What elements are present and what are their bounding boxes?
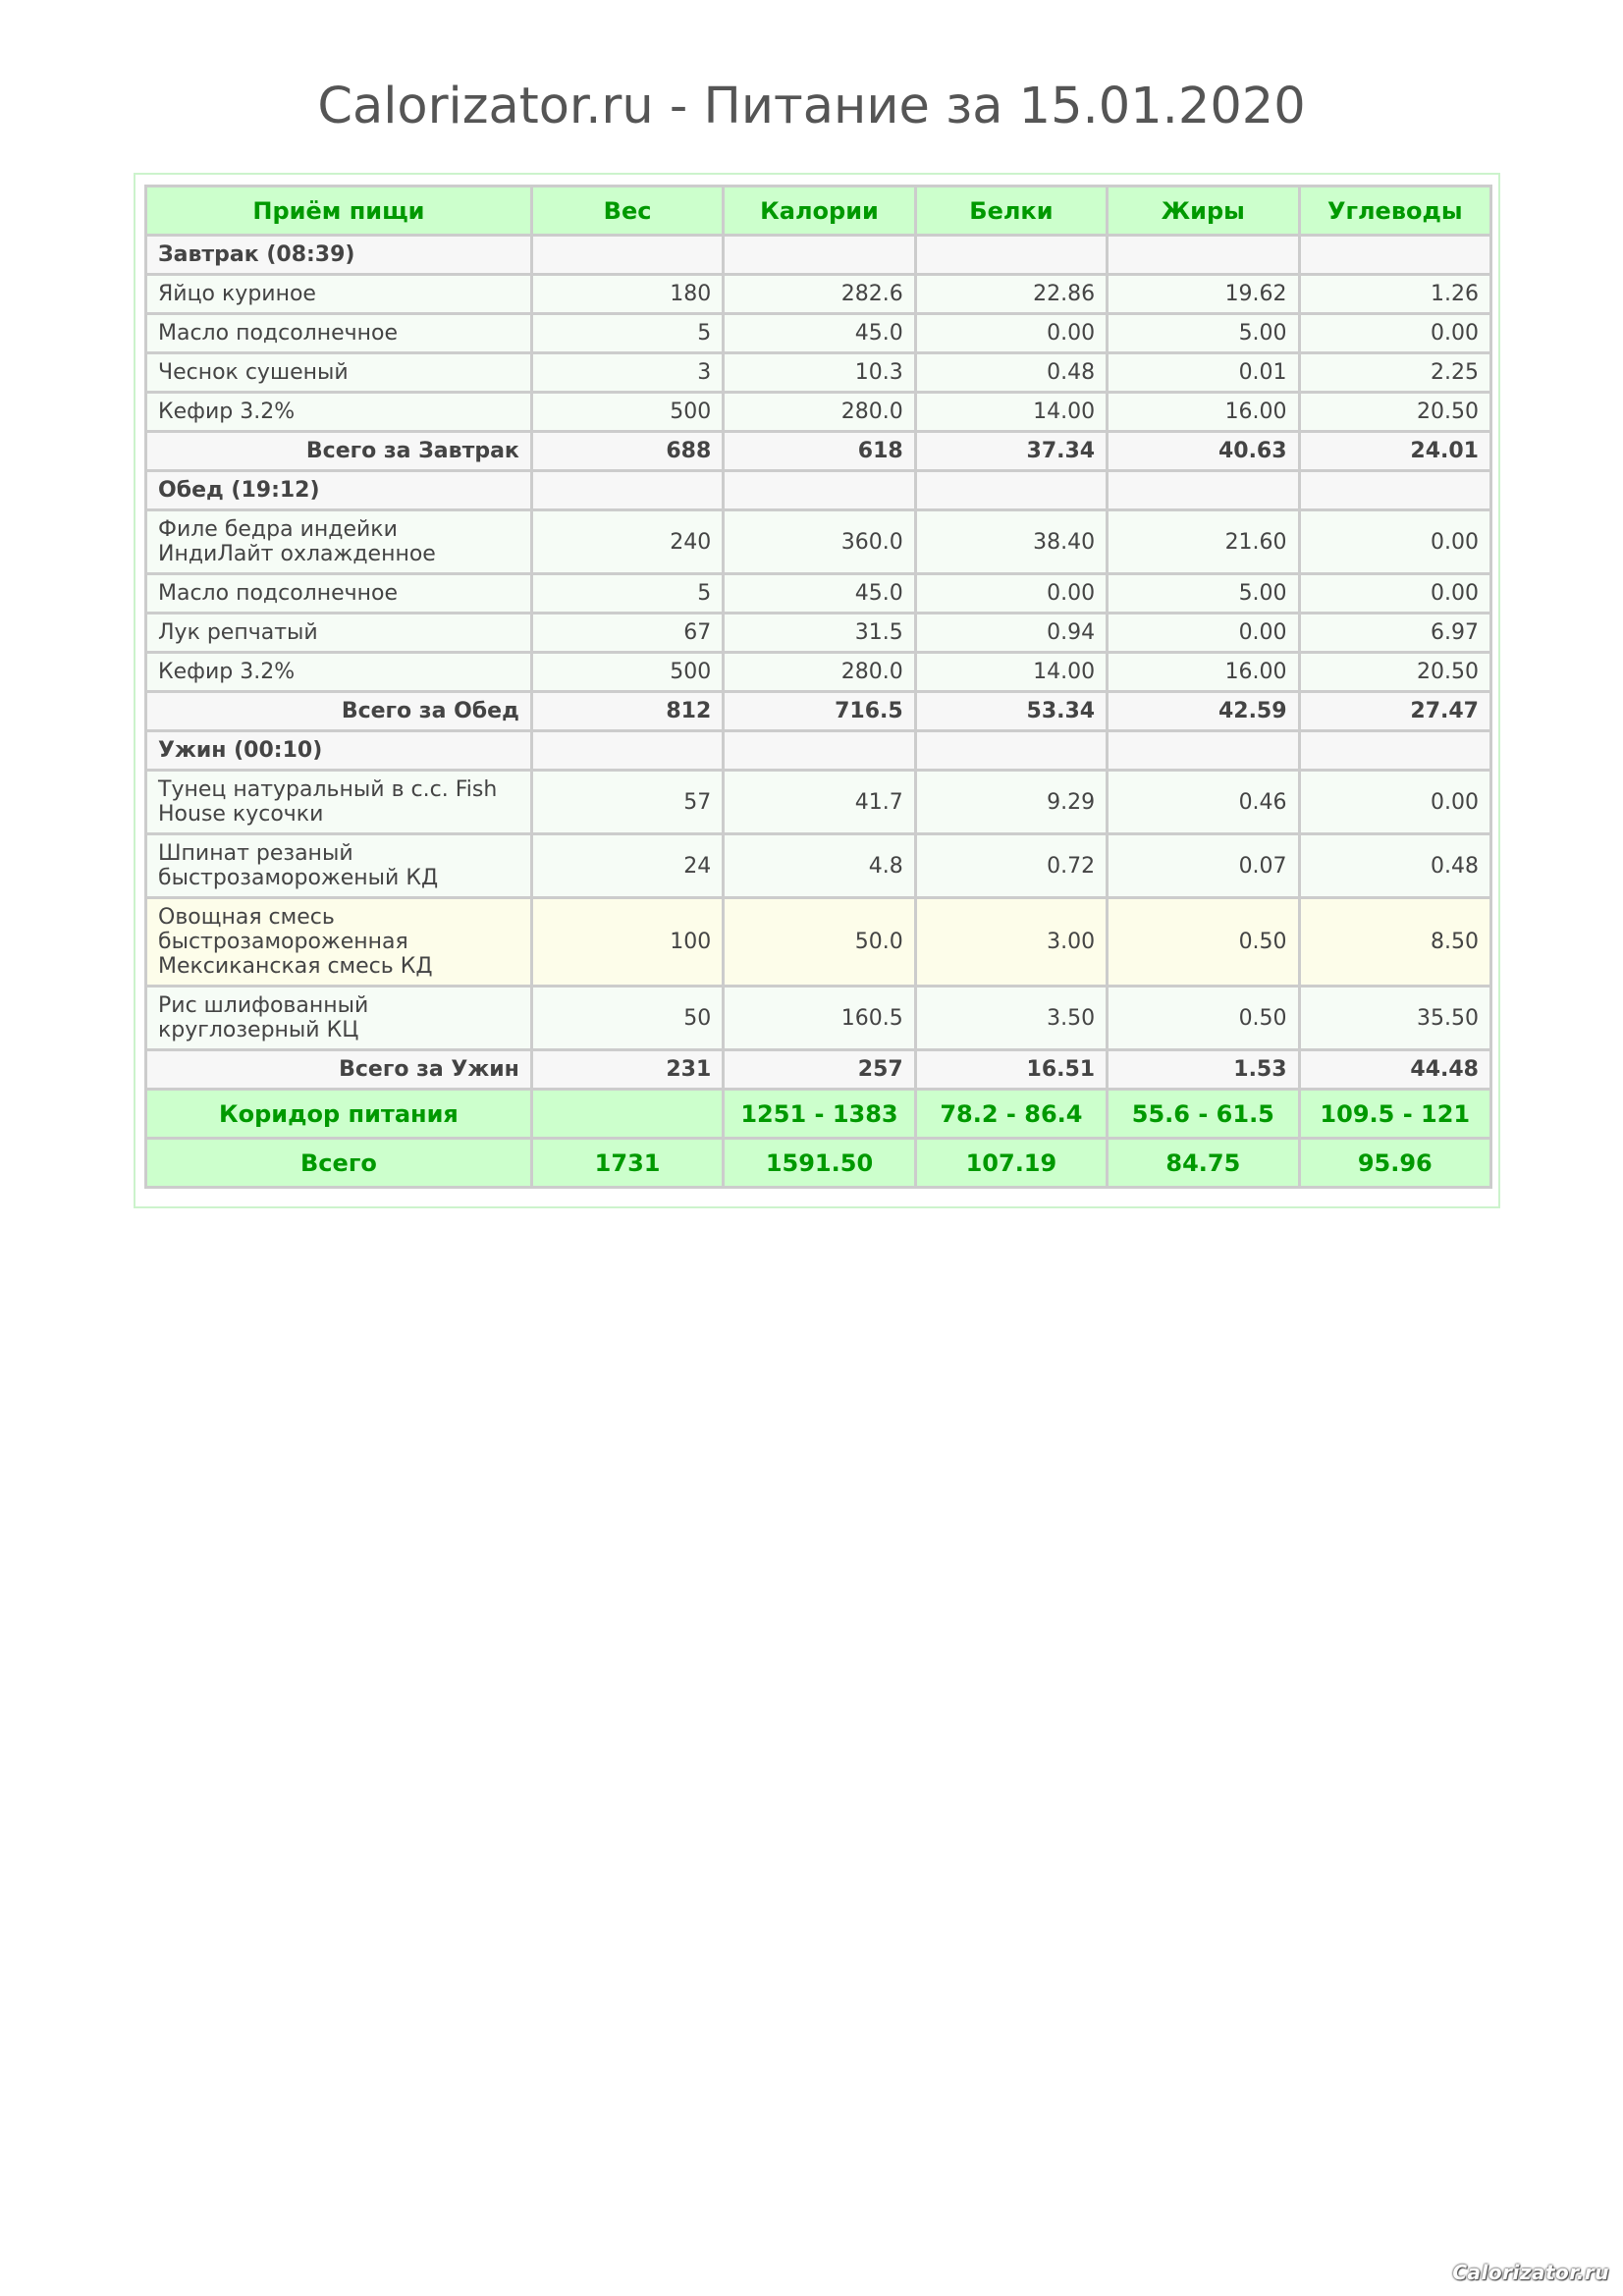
total-weight: 1731 xyxy=(531,1139,723,1188)
food-name: Кефир 3.2% xyxy=(146,653,532,692)
food-proteins: 3.50 xyxy=(915,987,1107,1050)
food-carbs: 8.50 xyxy=(1299,898,1490,987)
meal-row-breakfast xyxy=(146,236,1491,275)
total-proteins: 107.19 xyxy=(915,1139,1107,1188)
food-name: Шпинат резаный быстрозамороженый КД xyxy=(146,834,532,898)
food-fats: 0.01 xyxy=(1108,353,1299,393)
meal-name: Завтрак (08:39) xyxy=(146,236,532,275)
total-carbs: 95.96 xyxy=(1299,1139,1490,1188)
header-carbs: Углеводы xyxy=(1299,187,1490,236)
food-proteins: 22.86 xyxy=(915,275,1107,314)
corridor-calories: 1251 - 1383 xyxy=(724,1090,915,1139)
food-calories: 41.7 xyxy=(724,771,915,834)
meal-name: Ужин (00:10) xyxy=(146,731,532,771)
food-fats: 19.62 xyxy=(1108,275,1299,314)
food-weight: 24 xyxy=(531,834,723,898)
subtotal-carbs: 24.01 xyxy=(1299,432,1490,471)
food-carbs: 2.25 xyxy=(1299,353,1490,393)
food-carbs: 0.48 xyxy=(1299,834,1490,898)
table-header-row xyxy=(146,187,1491,236)
food-fats: 16.00 xyxy=(1108,393,1299,432)
subtotal-weight: 231 xyxy=(531,1050,723,1090)
food-carbs: 0.00 xyxy=(1299,574,1490,614)
subtotal-fats: 42.59 xyxy=(1108,692,1299,731)
meal-row-lunch xyxy=(146,471,1491,510)
page-title: Calorizator.ru - Питание за 15.01.2020 xyxy=(317,78,1306,135)
food-proteins: 14.00 xyxy=(915,653,1107,692)
total-label: Всего xyxy=(146,1139,532,1188)
food-weight: 500 xyxy=(531,653,723,692)
food-weight: 500 xyxy=(531,393,723,432)
food-weight: 5 xyxy=(531,314,723,353)
table-row xyxy=(146,614,1491,653)
table-row xyxy=(146,653,1491,692)
food-fats: 0.50 xyxy=(1108,987,1299,1050)
food-weight: 100 xyxy=(531,898,723,987)
food-calories: 31.5 xyxy=(724,614,915,653)
food-proteins: 38.40 xyxy=(915,510,1107,574)
food-fats: 0.00 xyxy=(1108,614,1299,653)
food-fats: 21.60 xyxy=(1108,510,1299,574)
food-name: Чеснок сушеный xyxy=(146,353,532,393)
subtotal-calories: 618 xyxy=(724,432,915,471)
food-fats: 5.00 xyxy=(1108,314,1299,353)
subtotal-label: Всего за Завтрак xyxy=(146,432,532,471)
food-name: Филе бедра индейки ИндиЛайт охлажденное xyxy=(146,510,532,574)
table-row xyxy=(146,574,1491,614)
food-name: Лук репчатый xyxy=(146,614,532,653)
food-carbs: 0.00 xyxy=(1299,314,1490,353)
subtotal-weight: 812 xyxy=(531,692,723,731)
food-calories: 50.0 xyxy=(724,898,915,987)
food-weight: 57 xyxy=(531,771,723,834)
corridor-proteins: 78.2 - 86.4 xyxy=(915,1090,1107,1139)
table-row xyxy=(146,393,1491,432)
corridor-row xyxy=(146,1090,1491,1139)
watermark-logo: Calorizator.ru xyxy=(1452,2261,1609,2284)
nutrition-table xyxy=(144,185,1492,1189)
food-calories: 45.0 xyxy=(724,314,915,353)
food-proteins: 0.00 xyxy=(915,314,1107,353)
header-meal: Приём пищи xyxy=(146,187,532,236)
food-weight: 240 xyxy=(531,510,723,574)
total-calories: 1591.50 xyxy=(724,1139,915,1188)
header-fats: Жиры xyxy=(1108,187,1299,236)
food-calories: 360.0 xyxy=(724,510,915,574)
subtotal-weight: 688 xyxy=(531,432,723,471)
food-proteins: 9.29 xyxy=(915,771,1107,834)
food-name: Тунец натуральный в с.с. Fish House кусочки xyxy=(146,771,532,834)
food-calories: 282.6 xyxy=(724,275,915,314)
food-fats: 0.46 xyxy=(1108,771,1299,834)
food-calories: 160.5 xyxy=(724,987,915,1050)
header-calories: Калории xyxy=(724,187,915,236)
food-weight: 67 xyxy=(531,614,723,653)
food-carbs: 35.50 xyxy=(1299,987,1490,1050)
food-name: Масло подсолнечное xyxy=(146,574,532,614)
food-calories: 4.8 xyxy=(724,834,915,898)
meal-row-dinner xyxy=(146,731,1491,771)
food-name: Овощная смесь быстрозамороженная Мексиканская смесь КД xyxy=(146,898,532,987)
food-proteins: 0.72 xyxy=(915,834,1107,898)
food-carbs: 20.50 xyxy=(1299,393,1490,432)
subtotal-label: Всего за Обед xyxy=(146,692,532,731)
corridor-weight xyxy=(531,1090,723,1139)
food-weight: 3 xyxy=(531,353,723,393)
food-carbs: 0.00 xyxy=(1299,771,1490,834)
header-weight: Вес xyxy=(531,187,723,236)
header-proteins: Белки xyxy=(915,187,1107,236)
food-name: Масло подсолнечное xyxy=(146,314,532,353)
corridor-carbs: 109.5 - 121 xyxy=(1299,1090,1490,1139)
food-proteins: 0.00 xyxy=(915,574,1107,614)
food-weight: 180 xyxy=(531,275,723,314)
subtotal-calories: 716.5 xyxy=(724,692,915,731)
subtotal-fats: 1.53 xyxy=(1108,1050,1299,1090)
table-row xyxy=(146,510,1491,574)
food-name: Кефир 3.2% xyxy=(146,393,532,432)
food-proteins: 14.00 xyxy=(915,393,1107,432)
subtotal-carbs: 44.48 xyxy=(1299,1050,1490,1090)
food-fats: 0.50 xyxy=(1108,898,1299,987)
total-fats: 84.75 xyxy=(1108,1139,1299,1188)
food-name: Рис шлифованный круглозерный КЦ xyxy=(146,987,532,1050)
nutrition-table-frame xyxy=(134,173,1500,1208)
table-row xyxy=(146,898,1491,987)
meal-name: Обед (19:12) xyxy=(146,471,532,510)
food-fats: 16.00 xyxy=(1108,653,1299,692)
food-carbs: 1.26 xyxy=(1299,275,1490,314)
subtotal-calories: 257 xyxy=(724,1050,915,1090)
food-calories: 10.3 xyxy=(724,353,915,393)
subtotal-row-dinner xyxy=(146,1050,1491,1090)
subtotal-fats: 40.63 xyxy=(1108,432,1299,471)
subtotal-proteins: 53.34 xyxy=(915,692,1107,731)
food-carbs: 20.50 xyxy=(1299,653,1490,692)
subtotal-label: Всего за Ужин xyxy=(146,1050,532,1090)
food-carbs: 0.00 xyxy=(1299,510,1490,574)
table-row xyxy=(146,314,1491,353)
corridor-fats: 55.6 - 61.5 xyxy=(1108,1090,1299,1139)
subtotal-proteins: 37.34 xyxy=(915,432,1107,471)
subtotal-carbs: 27.47 xyxy=(1299,692,1490,731)
food-carbs: 6.97 xyxy=(1299,614,1490,653)
food-calories: 280.0 xyxy=(724,653,915,692)
food-proteins: 0.94 xyxy=(915,614,1107,653)
food-proteins: 0.48 xyxy=(915,353,1107,393)
table-row xyxy=(146,771,1491,834)
food-fats: 5.00 xyxy=(1108,574,1299,614)
food-name: Яйцо куриное xyxy=(146,275,532,314)
food-fats: 0.07 xyxy=(1108,834,1299,898)
table-row xyxy=(146,353,1491,393)
food-weight: 50 xyxy=(531,987,723,1050)
subtotal-proteins: 16.51 xyxy=(915,1050,1107,1090)
food-proteins: 3.00 xyxy=(915,898,1107,987)
subtotal-row-lunch xyxy=(146,692,1491,731)
food-calories: 45.0 xyxy=(724,574,915,614)
corridor-label: Коридор питания xyxy=(146,1090,532,1139)
food-calories: 280.0 xyxy=(724,393,915,432)
table-row xyxy=(146,275,1491,314)
table-row xyxy=(146,834,1491,898)
total-row xyxy=(146,1139,1491,1188)
subtotal-row-breakfast xyxy=(146,432,1491,471)
food-weight: 5 xyxy=(531,574,723,614)
table-row xyxy=(146,987,1491,1050)
